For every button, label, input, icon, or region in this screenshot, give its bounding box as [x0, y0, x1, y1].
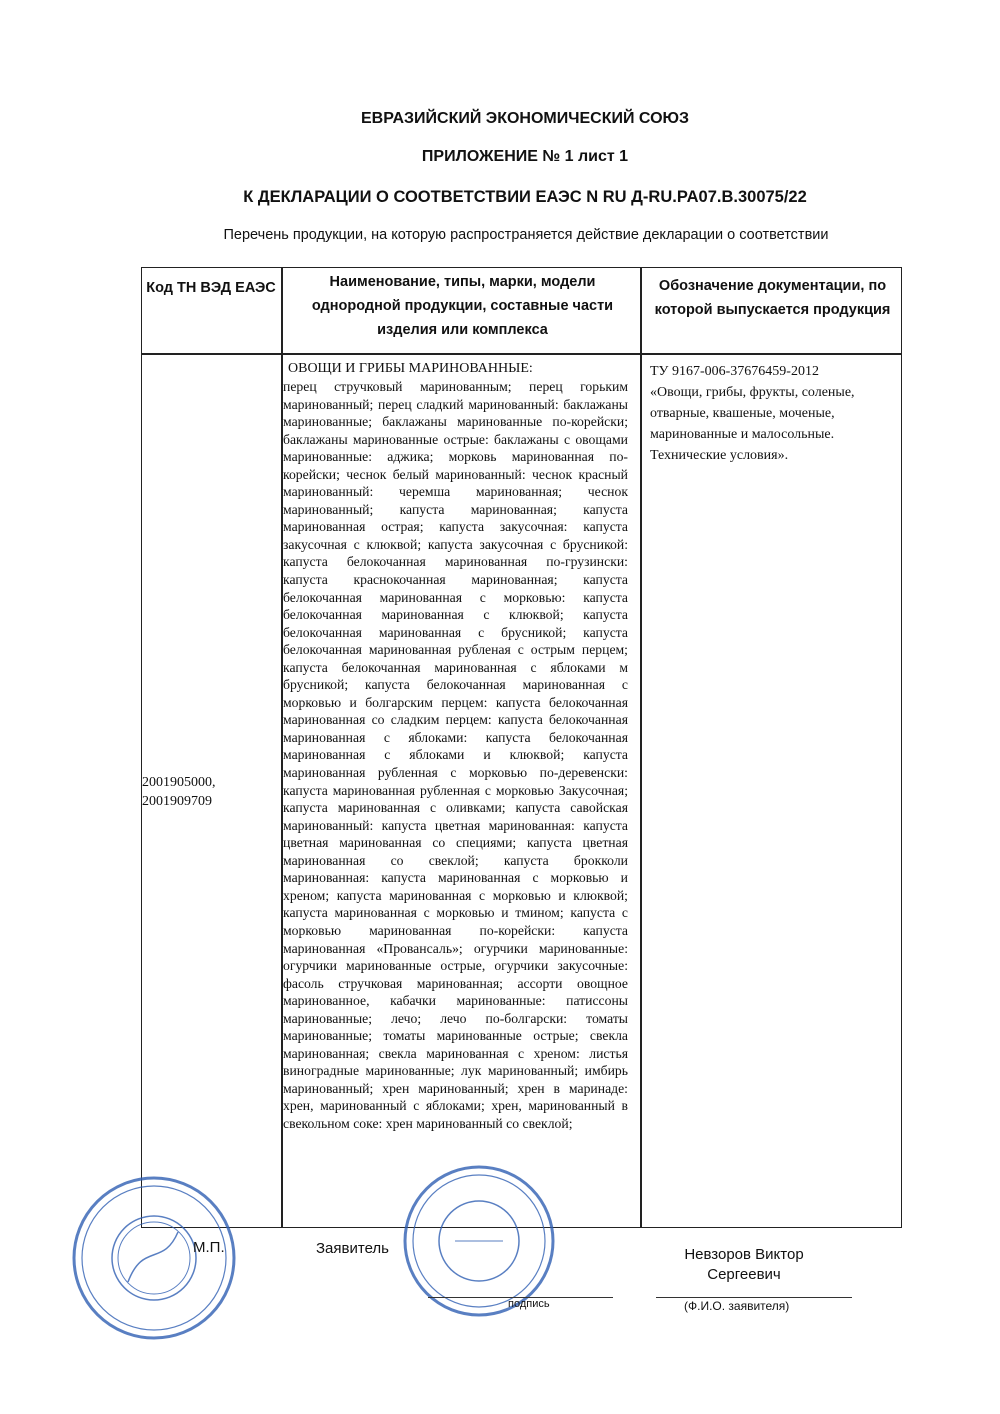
col-header-documentation: Обозначение документации, по которой выпускается продукция	[654, 278, 891, 318]
doc-description: «Овощи, грибы, фрукты, соленые, отварные, квашеные, моченые, маринованные и малосольные. Технические условия».	[650, 385, 855, 463]
table-header-divider	[141, 353, 902, 355]
col-header-products: Наименование, типы, марки, модели однородной продукции, составные части изделия или комплекса	[311, 274, 614, 338]
union-title: ЕВРАЗИЙСКИЙ ЭКОНОМИЧЕСКИЙ СОЮЗ	[360, 110, 690, 127]
documentation-cell	[650, 361, 895, 466]
product-list-subtitle: Перечень продукции, на которую распространяется действие декларации о соответствии	[223, 227, 829, 243]
doc-code: ТУ 9167-006-37676459-2012	[650, 364, 819, 379]
table-divider-2	[640, 267, 642, 1228]
tnved-codes: 2001905000, 2001909709	[142, 775, 216, 809]
col-header-code: Код ТН ВЭД ЕАЭС	[146, 280, 276, 296]
round-seal-stamp	[68, 1172, 240, 1344]
applicant-name: Невзоров Виктор Сергеевич	[684, 1246, 804, 1283]
stamp-place-label: М.П.	[193, 1239, 225, 1256]
signature-caption: подпись	[508, 1298, 550, 1310]
name-line	[656, 1297, 852, 1298]
applicant-label: Заявитель	[316, 1240, 389, 1257]
fio-caption: (Ф.И.О. заявителя)	[684, 1299, 790, 1313]
product-group-title: ОВОЩИ И ГРИБЫ МАРИНОВАННЫЕ:	[288, 361, 533, 376]
product-list-text: перец стручковый маринованным; перец горьким маринованный; перец сладкий маринованный: баклажаны маринованные; баклажаны маринованные по-корейски; баклажаны маринованные острые: баклажаны с овощами маринованные: аджика; морковь маринованная по-корейски; чеснок белый маринованный: чеснок красный маринованный: черемша маринованная; чеснок маринованный; капуста маринованная; капуста маринованная острая; капуста закусочная: капуста закусочная с клюквой; капуста закусочная с брусникой: капуста белокочанная маринованная по-грузински: капуста краснокочанная маринованная; капуста белокочанная маринованная с морковью: капуста белокочанная маринованная с клюквой; капуста белокочанная маринованная с брусникой; капуста белокочанная маринованная рубленая с острым перцем; капуста белокочанная маринованная с яблоками м брусникой; капуста белокочанная маринованная с морковью и болгарским перцем: капуста белокочанная маринованная со сладким перцем: капуста белокочанная маринованная с яблоками: капуста белокочанная маринованная с яблоками и клюквой; капуста маринованная рубленная с морковью по-деревенски: капуста маринованная рубленная с морковью Закусочная; капуста маринованная с оливками; капуста савойская маринованный: капуста цветная маринованная: капуста цветная маринованная со специями; капуста цветная маринованная со свеклой; капуста брокколи маринованная: капуста маринованная с морковью и хреном; капуста маринованная с морковью и клюквой; капуста маринованная с морковью и тмином; капуста с морковью маринованная по-корейски: капуста маринованная «Провансаль»; огурчики маринованные: огурчики маринованные острые, огурчики закусочные: фасоль стручковая маринованная; ассорти овощное маринованное, кабачки маринованные: патиссоны маринованные; лечо; лечо по-болгарски: томаты маринованные; томаты маринованные острые; свекла маринованная; свекла маринованная с хреном: листья виноградные маринованные; лук маринованный; имбирь маринованный; хрен маринованный; хрен в маринаде: хрен, маринованный с яблоками; хрен, маринованный в свекольном соке: хрен маринованный со свеклой;	[283, 379, 628, 1131]
declaration-title: К ДЕКЛАРАЦИИ О СООТВЕТСТВИИ ЕАЭС N RU Д-RU.PA07.B.30075/22	[243, 188, 807, 206]
appendix-title: ПРИЛОЖЕНИЕ № 1 лист 1	[421, 148, 629, 165]
